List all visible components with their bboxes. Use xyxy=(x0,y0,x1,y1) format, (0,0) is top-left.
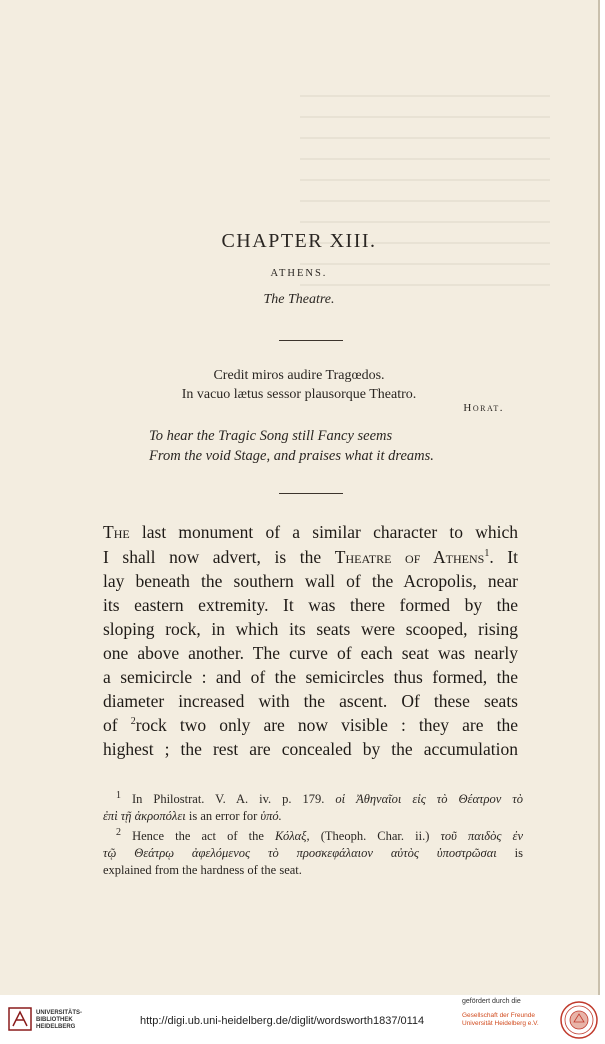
body-line xyxy=(103,717,518,735)
body-line: lay beneath the southern wall of the Acropolis, near xyxy=(103,571,518,591)
library-name-line: HEIDELBERG xyxy=(36,1024,76,1030)
footnote-1 xyxy=(116,789,523,806)
footnote-greek: ὑπό. xyxy=(260,809,282,823)
footnote-ref: 2 xyxy=(130,716,136,728)
footnote-greek: τῷ Θεάτρῳ ἀφελόμενος τὸ προσκεφάλαιον αὐτὸς ὑποστρῶσαι xyxy=(103,846,497,860)
divider-rule xyxy=(279,493,343,494)
body-line: sloping rock, in which its seats were scooped, rising xyxy=(103,619,518,639)
footnote-ref: 1 xyxy=(484,548,490,560)
body-text: rock two only are now visible : they are the xyxy=(135,715,518,735)
footnote-text: is xyxy=(496,846,523,860)
epigraph-translation-line: To hear the Tragic Song still Fancy seems xyxy=(149,428,393,444)
epigraph-latin-line: In vacuo lætus sessor plausorque Theatro. xyxy=(181,387,417,402)
footnote-1-cont xyxy=(103,810,523,823)
library-name xyxy=(36,1010,82,1031)
footnote-number: 1 xyxy=(116,789,121,801)
footnote-text: In Philostrat. V. A. iv. p. 179. xyxy=(121,792,336,806)
footnote-text: is an error for xyxy=(185,809,261,823)
body-text: of xyxy=(103,715,131,735)
footnote-greek: ἐπὶ τῇ ἀκροπόλει xyxy=(103,809,186,823)
epigraph-latin-line: Credit miros audire Tragœdos. xyxy=(213,368,385,383)
footnote-2-cont xyxy=(103,847,523,860)
body-text: last monument of a similar character to which xyxy=(129,522,518,542)
society-name-line: Universität Heidelberg e.V. xyxy=(462,1020,539,1027)
footnote-text: Hence the act of the xyxy=(121,829,275,843)
epigraph-translation-line: From the void Stage, and praises what it dreams. xyxy=(149,448,434,464)
footnote-2-cont: explained from the hardness of the seat. xyxy=(103,863,302,877)
chapter-subtitle: The Theatre. xyxy=(263,292,335,307)
divider-rule xyxy=(279,340,343,341)
footnote-greek: Κόλαξ, xyxy=(274,829,310,843)
footnote-greek: οἱ Ἀθηναῖοι εἰς τὸ Θέατρον τὸ xyxy=(335,792,523,806)
epigraph-attribution: Horat. xyxy=(463,402,504,414)
body-line: one above another. The curve of each seat was nearly xyxy=(103,643,518,663)
footer-bar xyxy=(0,995,605,1044)
library-logo-icon[interactable] xyxy=(8,1007,32,1031)
society-name[interactable] xyxy=(462,1012,539,1028)
funded-by-label: gefördert durch die xyxy=(462,998,521,1005)
library-name-line: BIBLIOTHEK xyxy=(36,1017,73,1023)
footnote-text: (Theoph. Char. ii.) xyxy=(309,829,441,843)
body-line: diameter increased with the ascent. Of these seats xyxy=(103,691,518,711)
library-name-line: UNIVERSITÄTS- xyxy=(36,1010,83,1016)
footnote-2 xyxy=(116,826,523,843)
permalink-url[interactable]: http://digi.ub.uni-heidelberg.de/diglit/wordsworth1837/0114 xyxy=(140,1015,425,1027)
body-line xyxy=(103,549,518,567)
footnote-number: 2 xyxy=(116,826,121,838)
body-text: I shall now advert, is the xyxy=(103,547,335,567)
chapter-location: ATHENS. xyxy=(270,268,328,279)
body-line: a semicircle : and of the semicircles thus formed, the xyxy=(103,667,518,687)
chapter-title: CHAPTER XIII. xyxy=(221,230,377,252)
body-line: its eastern extremity. It was there formed by the xyxy=(103,595,518,615)
body-line xyxy=(103,524,518,542)
footnote-greek: τοῦ παιδὸς ἐν xyxy=(440,829,523,843)
body-line: highest ; the rest are concealed by the accumulation xyxy=(103,739,518,759)
university-seal-icon[interactable] xyxy=(559,1000,599,1040)
body-lead-word: The xyxy=(103,522,130,542)
body-small-caps: Theatre of Athens xyxy=(334,547,485,567)
society-name-line: Gesellschaft der Freunde xyxy=(462,1012,535,1019)
body-text: . It xyxy=(489,547,518,567)
